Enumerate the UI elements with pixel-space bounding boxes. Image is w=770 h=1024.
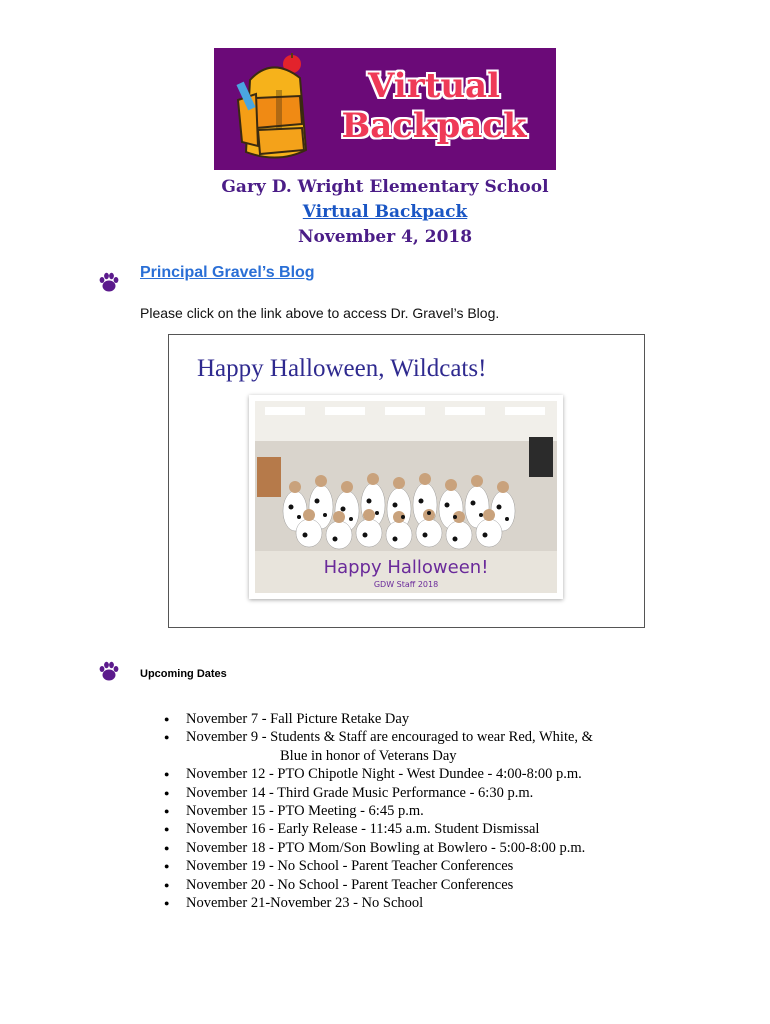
staff-photo-image <box>255 401 557 593</box>
halloween-frame <box>168 334 645 628</box>
backpack-icon <box>222 50 322 168</box>
banner-line-1: Virtual <box>368 66 500 106</box>
virtual-backpack-link[interactable]: Virtual Backpack <box>302 202 468 222</box>
staff-photo <box>249 395 563 599</box>
list-item: ● November 14 - Third Grade Music Performance - 6:30 p.m. <box>160 784 686 802</box>
paw-icon <box>98 660 120 682</box>
paw-icon <box>98 271 120 293</box>
photo-subcaption: GDW Staff 2018 <box>373 580 439 589</box>
list-item: ● November 16 - Early Release - 11:45 a.m. Student Dismissal <box>160 820 686 838</box>
banner-line-2: Backpack <box>341 106 527 146</box>
list-item <box>160 728 686 746</box>
list-item: ● November 21-November 23 - No School <box>160 894 686 912</box>
list-item-text: November 9 - Students & Staff are encouraged to wear Red, White, & <box>186 729 593 746</box>
list-item: ● November 18 - PTO Mom/Son Bowling at Bowlero - 5:00-8:00 p.m. <box>160 839 686 857</box>
school-name: Gary D. Wright Elementary School <box>221 177 549 197</box>
upcoming-dates-list <box>160 710 686 912</box>
newsletter-date: November 4, 2018 <box>297 227 473 247</box>
list-item: ● November 19 - No School - Parent Teacher Conferences <box>160 857 686 875</box>
list-item: ● November 12 - PTO Chipotle Night - West Dundee - 4:00-8:00 p.m. <box>160 765 686 783</box>
list-item-continuation: Blue in honor of Veterans Day <box>280 747 457 764</box>
list-item: ● November 20 - No School - Parent Teacher Conferences <box>160 876 686 894</box>
banner <box>214 48 556 170</box>
photo-caption: Happy Halloween! <box>323 557 489 578</box>
blog-description: Please click on the link above to access Dr. Gravel’s Blog. <box>140 305 500 321</box>
principal-blog-link[interactable]: Principal Gravel’s Blog <box>140 264 315 281</box>
list-item: ● November 7 - Fall Picture Retake Day <box>160 710 686 728</box>
halloween-title: Happy Halloween, Wildcats! <box>197 355 487 382</box>
list-item: ● November 15 - PTO Meeting - 6:45 p.m. <box>160 802 686 820</box>
upcoming-dates-heading: Upcoming Dates <box>140 668 227 680</box>
